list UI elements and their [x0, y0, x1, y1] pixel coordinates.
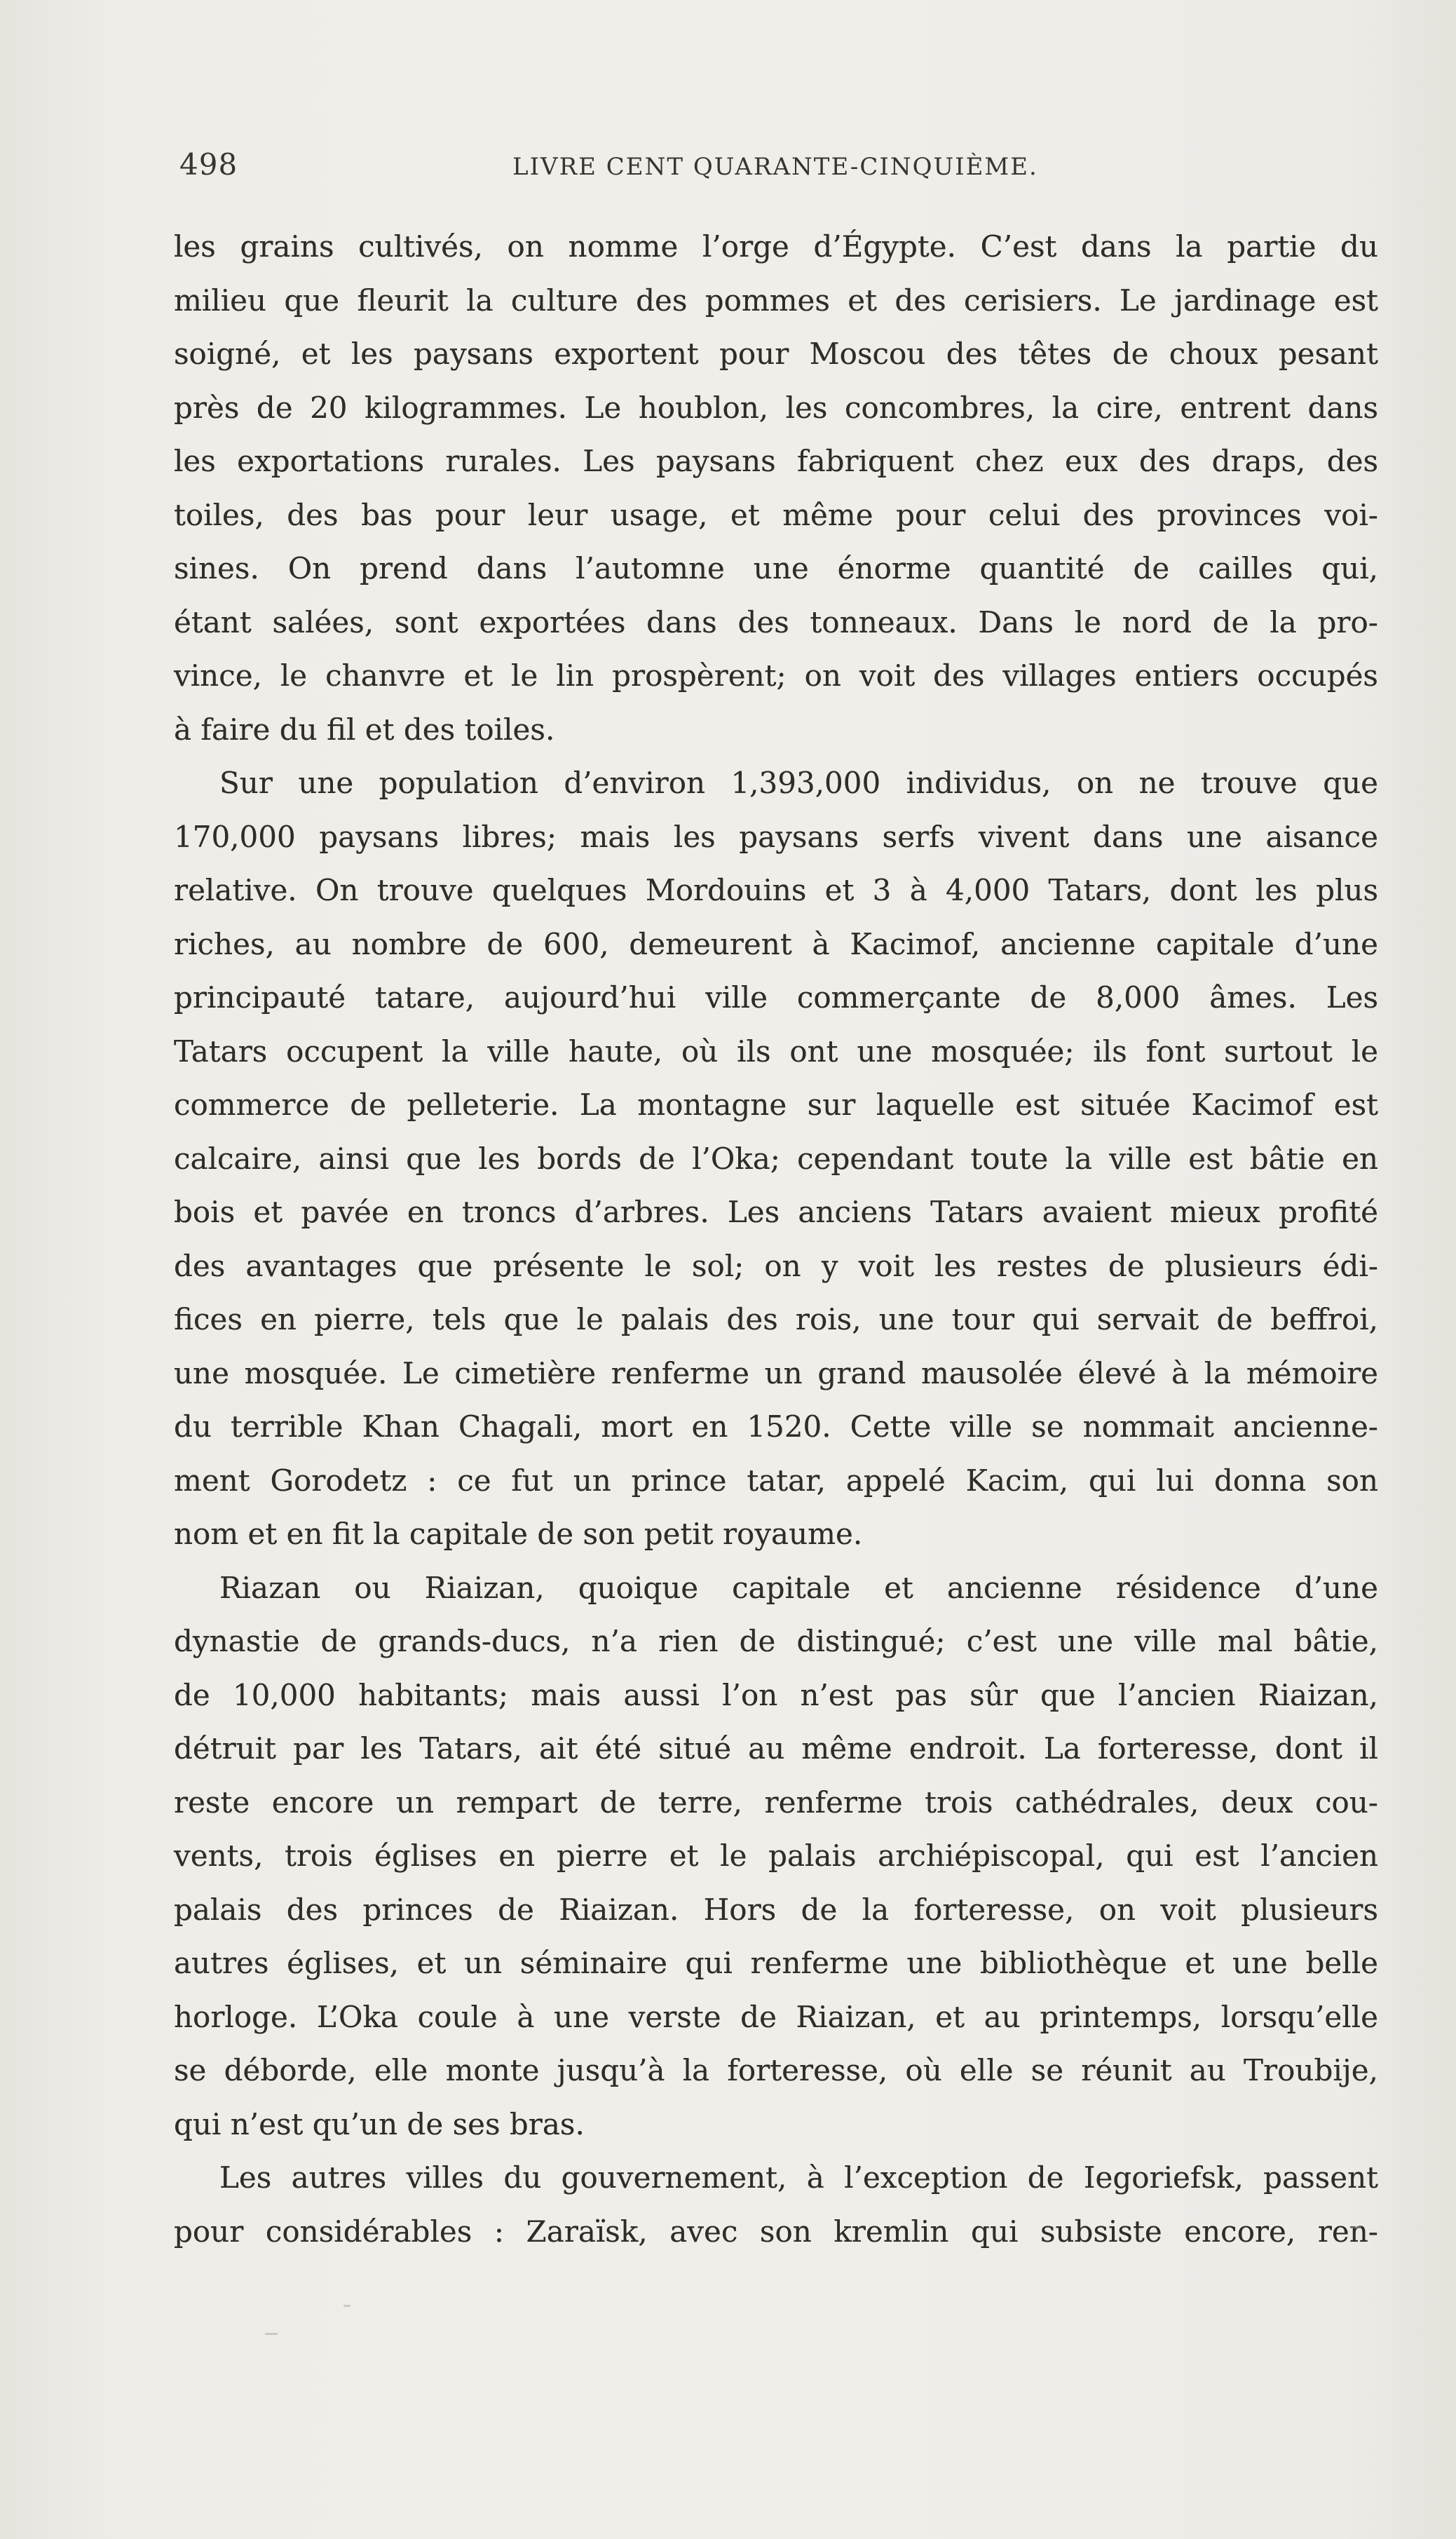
- text-line: détruit par les Tatars, ait été situé au même endroit. La forteresse, dont il: [174, 1731, 1378, 1766]
- paragraph-first-line: Les autres villes du gouvernement, à l’exception de Iegoriefsk, passent: [219, 2160, 1378, 2195]
- text-line: palais des princes de Riaizan. Hors de la forteresse, on voit plusieurs: [174, 1892, 1378, 1927]
- text-line: près de 20 kilogrammes. Le houblon, les concombres, la cire, entrent dans: [174, 390, 1378, 425]
- text-line: fices en pierre, tels que le palais des rois, une tour qui servait de beffroi,: [174, 1302, 1378, 1336]
- text-line: se déborde, elle monte jusqu’à la forteresse, où elle se réunit au Troubije,: [174, 2053, 1378, 2087]
- paragraph-first-line: Sur une population d’environ 1,393,000 individus, on ne trouve que: [219, 766, 1378, 800]
- text-line: calcaire, ainsi que les bords de l’Oka; cependant toute la ville est bâtie en: [174, 1141, 1378, 1176]
- text-line: ment Gorodetz : ce fut un prince tatar, appelé Kacim, qui lui donna son: [174, 1463, 1378, 1498]
- text-line: de 10,000 habitants; mais aussi l’on n’est pas sûr que l’ancien Riaizan,: [174, 1677, 1378, 1712]
- text-line: riches, au nombre de 600, demeurent à Kacimof, ancienne capitale d’une: [174, 926, 1378, 961]
- paper-mark: [1350, 2226, 1361, 2228]
- text-line: reste encore un rempart de terre, renferme trois cathédrales, deux cou-: [174, 1785, 1378, 1820]
- text-line: sines. On prend dans l’automne une énorme quantité de cailles qui,: [174, 551, 1378, 585]
- text-line: autres églises, et un séminaire qui renferme une bibliothèque et une belle: [174, 1946, 1378, 1980]
- text-line: les exportations rurales. Les paysans fabriquent chez eux des draps, des: [174, 444, 1378, 478]
- body-text: [174, 220, 1378, 2259]
- text-line: milieu que fleurit la culture des pommes et des cerisiers. Le jardinage est: [174, 283, 1378, 318]
- page-number: 498: [179, 147, 238, 182]
- running-head: LIVRE CENT QUARANTE-CINQUIÈME.: [512, 153, 1038, 181]
- text-line: 170,000 paysans libres; mais les paysans serfs vivent dans une aisance: [174, 819, 1378, 854]
- paper-mark: [343, 2305, 351, 2307]
- text-line: principauté tatare, aujourd’hui ville commerçante de 8,000 âmes. Les: [174, 980, 1378, 1015]
- text-line: les grains cultivés, on nomme l’orge d’Égypte. C’est dans la partie du: [174, 229, 1378, 264]
- text-line: Tatars occupent la ville haute, où ils ont une mosquée; ils font surtout le: [174, 1034, 1378, 1069]
- text-line: étant salées, sont exportées dans des tonneaux. Dans le nord de la pro-: [174, 604, 1378, 639]
- text-line: vince, le chanvre et le lin prospèrent; on voit des villages entiers occupés: [174, 658, 1378, 693]
- text-line: une mosquée. Le cimetière renferme un grand mausolée élevé à la mémoire: [174, 1355, 1378, 1390]
- text-line: bois et pavée en troncs d’arbres. Les anciens Tatars avaient mieux profité: [174, 1195, 1378, 1229]
- text-line: dynastie de grands-ducs, n’a rien de distingué; c’est une ville mal bâtie,: [174, 1624, 1378, 1658]
- text-line: des avantages que présente le sol; on y voit les restes de plusieurs édi-: [174, 1248, 1378, 1283]
- text-line: soigné, et les paysans exportent pour Moscou des têtes de choux pesant: [174, 337, 1378, 371]
- text-line: horloge. L’Oka coule à une verste de Riaizan, et au printemps, lorsqu’elle: [174, 1999, 1378, 2034]
- text-line: toiles, des bas pour leur usage, et même pour celui des provinces voi-: [174, 497, 1378, 532]
- text-line: pour considérables : Zaraïsk, avec son kremlin qui subsiste encore, ren-: [174, 2214, 1378, 2249]
- paragraph-first-line: Riazan ou Riaizan, quoique capitale et ancienne résidence d’une: [219, 1570, 1378, 1605]
- text-line: du terrible Khan Chagali, mort en 1520. Cette ville se nommait ancienne-: [174, 1409, 1378, 1444]
- text-line: vents, trois églises en pierre et le palais archiépiscopal, qui est l’ancien: [174, 1839, 1378, 1873]
- paper-mark: [265, 2333, 278, 2335]
- text-line: relative. On trouve quelques Mordouins et 3 à 4,000 Tatars, dont les plus: [174, 873, 1378, 907]
- text-line: à faire du fil et des toiles.: [174, 712, 555, 747]
- page-header: [179, 147, 1378, 196]
- text-line: qui n’est qu’un de ses bras.: [174, 2106, 585, 2141]
- text-line: nom et en fit la capitale de son petit royaume.: [174, 1517, 863, 1551]
- text-line: commerce de pelleterie. La montagne sur laquelle est située Kacimof est: [174, 1088, 1378, 1122]
